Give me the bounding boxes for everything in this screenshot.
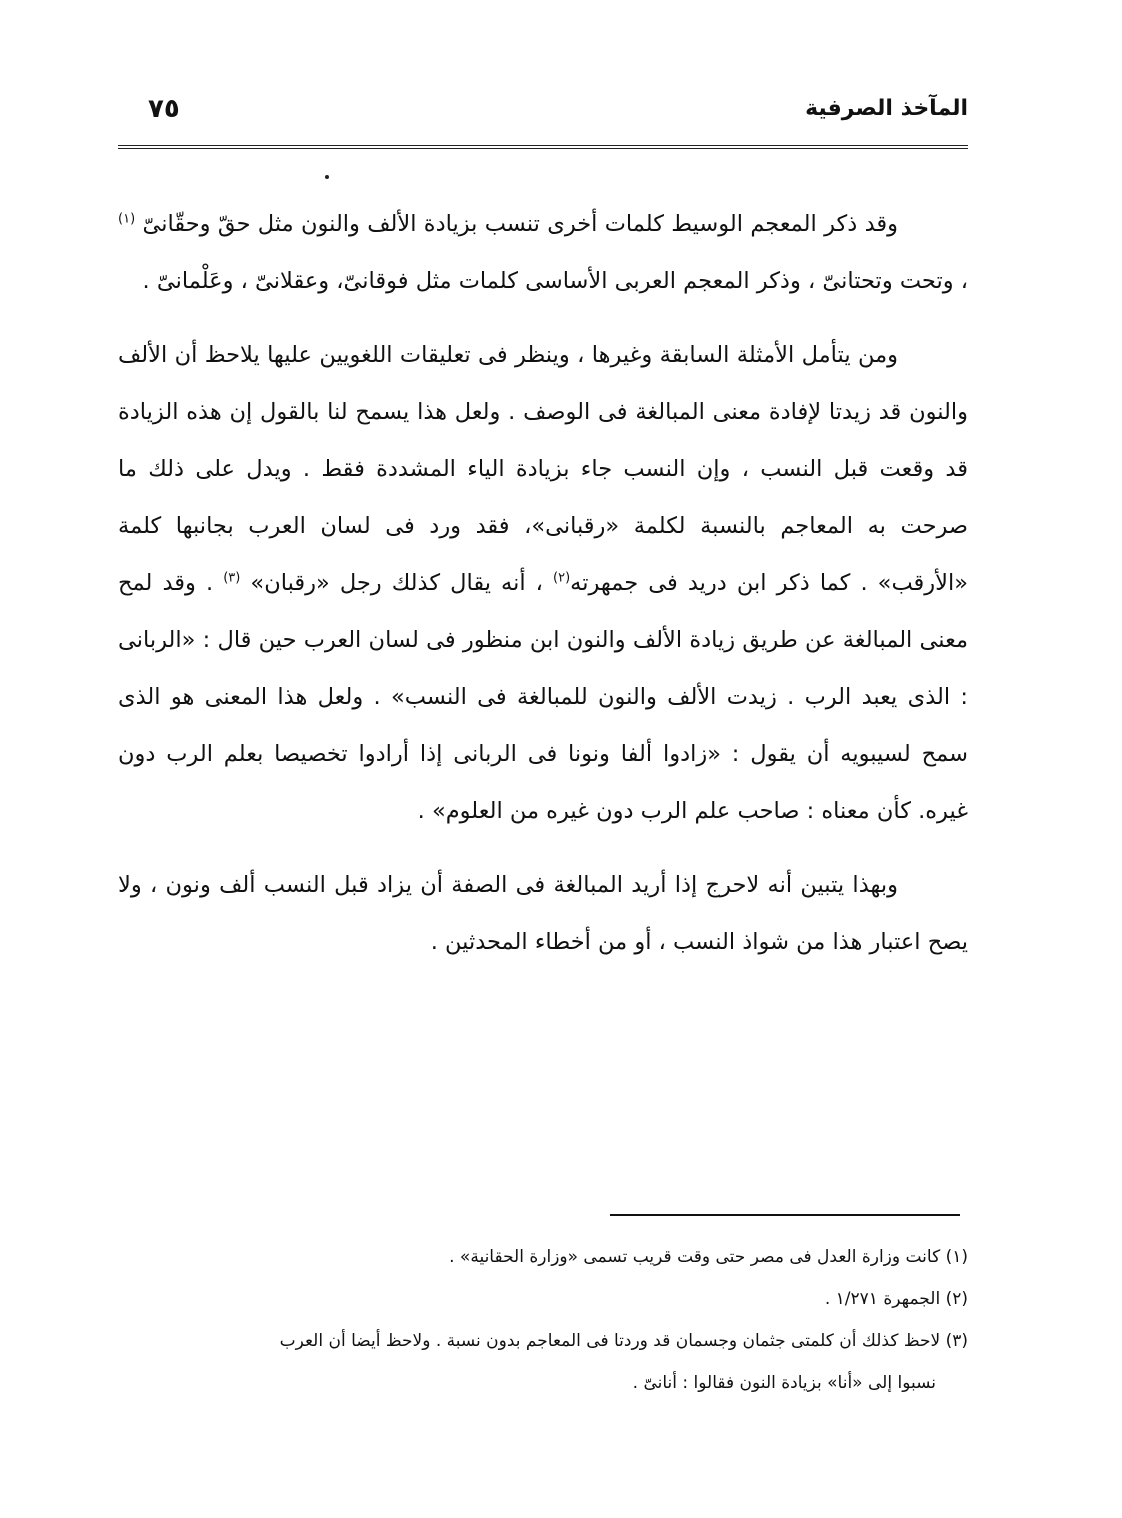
footnote-3-continuation: نسبوا إلى «أنا» بزيادة النون فقالوا : أنانىّ . — [632, 1373, 936, 1393]
footnote-1: (١) كانت وزارة العدل فى مصر حتى وقت قريب تسمى «وزارة الحقانية» . — [449, 1247, 968, 1267]
paragraph-2 — [118, 327, 968, 840]
page-header — [118, 90, 968, 138]
stray-dot — [325, 175, 329, 179]
paragraph-1-text-1: وقد ذكر المعجم الوسيط كلمات أخرى تنسب بزيادة الألف والنون مثل حقّ وحقّانىّ — [142, 211, 899, 237]
footnote-ref-1: (١) — [118, 211, 136, 227]
footnote-ref-3: (٣) — [223, 570, 241, 586]
body-text — [118, 196, 968, 971]
paragraph-3 — [118, 857, 968, 971]
paragraph-1 — [118, 196, 968, 310]
footnote-2: (٢) الجمهرة ١/٢٧١ . — [824, 1289, 968, 1309]
footnotes — [112, 1236, 968, 1404]
header-divider — [118, 145, 968, 149]
paragraph-2-text-1: ومن يتأمل الأمثلة السابقة وغيرها ، وينظر فى تعليقات اللغويين عليها يلاحظ أن الألف والنون قد زيدتا لإفادة معنى المبالغة فى الوصف . ولعل هذا يسمح لنا بالقول إن هذه الزيادة قد وقعت قبل النسب ، وإن النسب جاء بزيادة الياء المشددة فقط . ويدل على ذلك ما صرحت به المعاجم بالنسبة لكلمة «رقبانى»، فقد ورد فى لسان العرب بجانبها كلمة «الأرقب» . كما ذكر ابن دريد فى جمهرته — [118, 342, 969, 596]
footnote-3: (٣) لاحظ كذلك أن كلمتى جثمان وجسمان قد وردتا فى المعاجم بدون نسبة . ولاحظ أيضا أن العرب — [279, 1331, 968, 1351]
page-number: ٧٥ — [148, 94, 180, 124]
footnote-ref-2: (٢) — [553, 570, 571, 586]
paragraph-2-text-2: ، أنه يقال كذلك رجل «رقبان» — [250, 570, 543, 596]
running-title: المآخذ الصرفية — [805, 96, 968, 121]
paragraph-2-text-3: . وقد لمح معنى المبالغة عن طريق زيادة الألف والنون ابن منظور فى لسان العرب حين قال : «الربانى : الذى يعبد الرب . زيدت الألف والنون للمبالغة فى النسب» . ولعل هذا المعنى هو الذى سمح لسيبويه أن يقول : «زادوا ألفا ونونا فى الربانى إذا أرادوا تخصيصا بعلم الرب دون غيره. كأن معناه : صاحب علم الرب دون غيره من العلوم» . — [118, 570, 968, 824]
paragraph-3-text-1: وبهذا يتبين أنه لاحرج إذا أريد المبالغة فى الصفة أن يزاد قبل النسب ألف ونون ، ولا يصح اعتبار هذا من شواذ النسب ، أو من أخطاء المحدثين . — [118, 872, 968, 955]
paragraph-1-text-2: ، وتحت وتحتانىّ ، وذكر المعجم العربى الأساسى كلمات مثل فوقانىّ، وعقلانىّ ، وعَلْمانىّ . — [142, 268, 968, 294]
footnote-divider — [610, 1214, 960, 1216]
